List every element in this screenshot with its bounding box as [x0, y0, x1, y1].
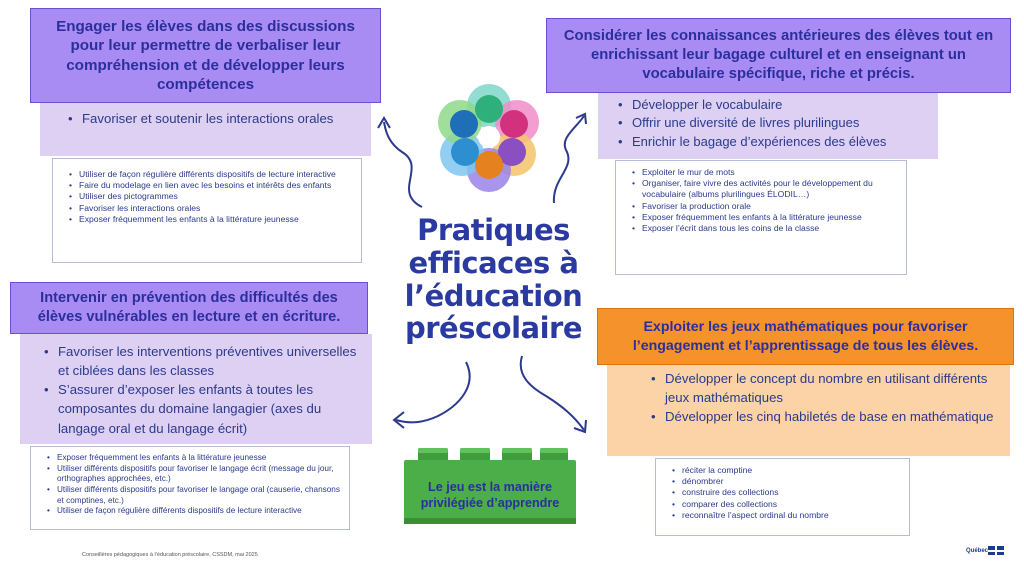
list-item: • Développer le concept du nombre en utilisant différents jeux mathématiques [647, 369, 1000, 407]
list-item: • Exposer fréquemment les enfants à la littérature jeunesse [67, 214, 353, 225]
list-item: • Favoriser la production orale [630, 201, 898, 212]
flag-icon [988, 546, 1004, 555]
list-item: • Organiser, faire vivre des activités pour le développement du vocabulaire (albums plurilingues ÉLODIL…) [630, 178, 898, 200]
list-item: • Exploiter le mur de mots [630, 167, 898, 178]
list-item: • reconnaître l’aspect ordinal du nombre [670, 510, 901, 521]
list-item: • Favoriser les interventions préventives universelles et ciblées dans les classes [40, 342, 362, 380]
list-item: • Favoriser et soutenir les interactions orales [64, 109, 357, 128]
list-item: • Utiliser des pictogrammes [67, 191, 353, 202]
bottom-right-heading: Exploiter les jeux mathématiques pour favoriser l’engagement et l’apprentissage de tous les élèves. [597, 308, 1014, 365]
list-item: • Utiliser différents dispositifs pour favoriser le langage écrit (message du jour, orthographes approchées, etc.) [45, 464, 341, 485]
list-item: • Utiliser de façon régulière différents dispositifs de lecture interactive [67, 169, 353, 180]
page-title: Pratiques efficaces à l’éducation préscolaire [404, 213, 583, 346]
bottom-left-details [30, 446, 350, 530]
top-right-strategies [598, 93, 938, 159]
list-item: • Exposer fréquemment les enfants à la littérature jeunesse [45, 453, 341, 464]
top-left-details [52, 158, 362, 263]
arrow-bottom-right-icon [512, 352, 592, 438]
bottom-left-strategies [20, 334, 372, 444]
flower-petals [438, 84, 539, 192]
list-item: • Enrichir le bagage d’expériences des élèves [614, 133, 928, 151]
list-item: • S’assurer d’exposer les enfants à toutes les composantes du domaine langagier (axes du langage oral et du langage écrit) [40, 380, 362, 437]
logo-name: Québec [966, 548, 989, 554]
list-item: • Favoriser les interactions orales [67, 203, 353, 214]
top-left-heading: Engager les élèves dans des discussions pour leur permettre de verbaliser leur compréhension et de développer leurs compétences [30, 8, 381, 103]
list-item: • Faire du modelage en lien avec les besoins et intérêts des enfants [67, 180, 353, 191]
bottom-right-strategies [607, 365, 1010, 456]
quebec-logo [958, 540, 1008, 558]
list-item: • comparer des collections [670, 499, 901, 510]
top-right-details [615, 160, 907, 275]
footer-credit: Conseillères pédagogiques à l’éducation préscolaire, CSSDM, mai 2025 [82, 552, 258, 558]
arrow-top-right-icon [548, 108, 594, 208]
list-item: • Développer les cinq habiletés de base en mathématique [647, 407, 1000, 426]
list-item: • Utiliser différents dispositifs pour favoriser le langage oral (causerie, chansons et comptines, etc.) [45, 485, 341, 506]
list-item: • Offrir une diversité de livres plurilingues [614, 114, 928, 132]
list-item: • Utiliser de façon régulière différents dispositifs de lecture interactive [45, 506, 341, 517]
list-item: • réciter la comptine [670, 465, 901, 476]
flower-diagram-icon [428, 76, 550, 198]
bottom-left-heading: Intervenir en prévention des difficultés des élèves vulnérables en lecture et en écriture. [10, 282, 368, 334]
list-item: • Exposer fréquemment les enfants à la littérature jeunesse [630, 212, 898, 223]
list-item: • dénombrer [670, 476, 901, 487]
list-item: • Exposer l’écrit dans tous les coins de la classe [630, 223, 898, 234]
top-left-strategies [40, 103, 371, 156]
top-left-bullet-list [64, 109, 357, 128]
arrow-top-left-icon [372, 112, 432, 212]
list-item: • construire des collections [670, 487, 901, 498]
lego-caption: Le jeu est la manière privilégiée d’apprendre [420, 479, 560, 510]
bottom-right-details [655, 458, 910, 536]
list-item: • Développer le vocabulaire [614, 96, 928, 114]
arrow-bottom-left-icon [388, 356, 478, 436]
top-right-heading: Considérer les connaissances antérieures des élèves tout en enrichissant leur bagage culturel et en enseignant un vocabulaire spécifique, riche et précis. [546, 18, 1011, 93]
